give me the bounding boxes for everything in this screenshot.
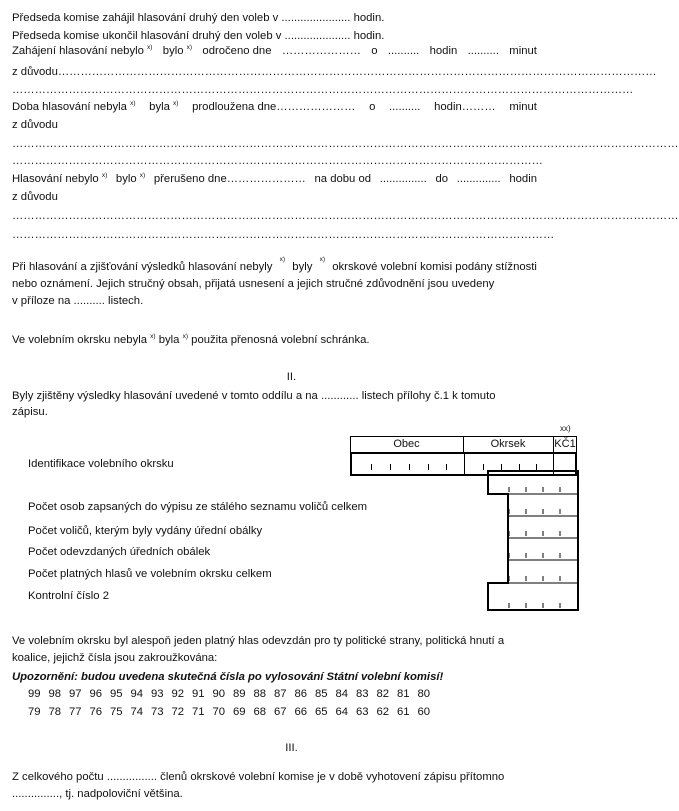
col-okrsek: Okrsek <box>490 438 526 450</box>
party-numbers-row-1 <box>24 688 434 700</box>
row-label-valid-votes: Počet platných hlasů ve volebním okrsku celkem <box>28 568 272 580</box>
party-number[interactable]: 99 <box>27 688 41 700</box>
warning-text: budou uvedena skutečná čísla po vylosování Státní volební komisí! <box>77 671 444 683</box>
line-interrupted: Hlasování nebylo $^{x)}$ bylo $^{x)}$ přerušeno dne………………… na dobu od ............... do .............. hodin <box>12 172 537 185</box>
line-reason-1: z důvodu…………………………………………………………………………………………………………………………………………… <box>12 66 657 78</box>
party-number[interactable]: 69 <box>232 706 246 718</box>
party-number[interactable]: 98 <box>48 688 62 700</box>
line-start-day2: Předseda komise zahájil hlasování druhý den voleb v ...................... hodin. <box>12 12 385 24</box>
party-number[interactable]: 70 <box>212 706 226 718</box>
party-number[interactable]: 62 <box>376 706 390 718</box>
party-number[interactable]: 85 <box>314 688 328 700</box>
party-number[interactable]: 77 <box>68 706 82 718</box>
line-reason-3: z důvodu <box>12 191 58 203</box>
party-number[interactable]: 88 <box>253 688 267 700</box>
col-obec: Obec <box>393 438 420 450</box>
party-number[interactable]: 94 <box>130 688 144 700</box>
party-number[interactable]: 80 <box>417 688 431 700</box>
party-number[interactable]: 71 <box>191 706 205 718</box>
party-number[interactable]: 82 <box>376 688 390 700</box>
party-number[interactable]: 60 <box>417 706 431 718</box>
party-number[interactable]: 61 <box>396 706 410 718</box>
line-dots-1: ………………………………………………………………………………………………………………………………………………… <box>12 84 634 96</box>
party-numbers-row-2 <box>24 706 434 718</box>
warning-bold: Upozornění: <box>12 671 78 683</box>
section-iii-text: Z celkového počtu ................ členů okrskové volební komise je v době vyhotovení zápisu přítomno ..............., tj. nadpoloviční většina. <box>12 771 505 800</box>
line-dots-4: …………………………………………………………………………………………………………………………………………………………… <box>12 210 679 222</box>
party-number[interactable]: 87 <box>273 688 287 700</box>
party-number[interactable]: 79 <box>27 706 41 718</box>
section-heading-ii: II. <box>286 371 297 383</box>
party-number[interactable]: 81 <box>396 688 410 700</box>
party-number[interactable]: 86 <box>294 688 308 700</box>
party-number[interactable]: 74 <box>130 706 144 718</box>
xx-mark: xx) <box>560 424 571 433</box>
party-number[interactable]: 93 <box>150 688 164 700</box>
party-number[interactable]: 66 <box>294 706 308 718</box>
party-number[interactable]: 65 <box>314 706 328 718</box>
warning-line <box>12 670 443 684</box>
party-number[interactable]: 95 <box>109 688 123 700</box>
ident-label: Identifikace volebního okrsku <box>28 458 174 470</box>
party-number[interactable]: 83 <box>355 688 369 700</box>
party-number[interactable]: 67 <box>273 706 287 718</box>
line-end-day2: Předseda komise ukončil hlasování druhý den voleb v ..................... hodin. <box>12 30 385 42</box>
party-number[interactable]: 96 <box>89 688 103 700</box>
party-number[interactable]: 63 <box>355 706 369 718</box>
party-number[interactable]: 84 <box>335 688 349 700</box>
row-label-control-number: Kontrolní číslo 2 <box>28 590 110 602</box>
line-dots-2: …………………………………………………………………………………………………………………………………………………………… <box>12 138 679 150</box>
row-label-envelopes-returned: Počet odevzdaných úředních obálek <box>28 546 211 558</box>
party-number[interactable]: 68 <box>253 706 267 718</box>
line-dots-3: …………………………………………………………………………………………………………………………… <box>12 155 543 167</box>
col-kc: KČ1 <box>554 438 576 450</box>
ballot-box-line: Ve volebním okrsku nebyla $^{x)}$ byla $^{x)}$ použita přenosná volební schránka. <box>12 333 370 346</box>
line-reason-2: z důvodu <box>12 119 58 131</box>
party-number[interactable]: 89 <box>232 688 246 700</box>
vote-text: Ve volebním okrsku byl alespoň jeden platný hlas odevzdán pro ty politické strany, politická hnutí a koalice, jejichž čísla jsou zakroužkována: <box>12 635 505 664</box>
party-number[interactable]: 91 <box>191 688 205 700</box>
line-dots-5: ……………………………………………………………………………………………………………………………… <box>12 229 555 241</box>
party-number[interactable]: 75 <box>109 706 123 718</box>
party-number[interactable]: 97 <box>68 688 82 700</box>
party-number[interactable]: 78 <box>48 706 62 718</box>
section-heading-iii: III. <box>285 742 298 754</box>
party-number[interactable]: 72 <box>171 706 185 718</box>
party-number[interactable]: 76 <box>89 706 103 718</box>
party-number[interactable]: 90 <box>212 688 226 700</box>
complaints-paragraph: Při hlasování a zjišťování výsledků hlasování nebyly x) byly x) okrskové volební komisi podány stížnosti nebo oznámení. Jejich stručný obsah, přijatá usnesení a jejich stručné zdůvodnění jsou uvedeny v příloze na .......... listech. <box>12 256 537 307</box>
line-delayed-start: Zahájení hlasování nebylo $^{x)}$ bylo $^{x)}$ odročeno dne ………………… o .......... hodin .......... minut <box>12 44 537 57</box>
row-label-registered: Počet osob zapsaných do výpisu ze stálého seznamu voličů celkem <box>28 501 368 513</box>
section-ii-intro: Byly zjištěny výsledky hlasování uvedené v tomto oddílu a na ............ listech přílohy č.1 k tomuto zápisu. <box>12 390 496 418</box>
party-number[interactable]: 92 <box>171 688 185 700</box>
line-extended: Doba hlasování nebyla $^{x)}$ byla $^{x)}$ prodloužena dne………………… o .......... hodin……… minut <box>12 100 537 113</box>
party-number[interactable]: 73 <box>150 706 164 718</box>
row-label-envelopes-issued: Počet voličů, kterým byly vydány úřední obálky <box>28 525 263 537</box>
party-number[interactable]: 64 <box>335 706 349 718</box>
